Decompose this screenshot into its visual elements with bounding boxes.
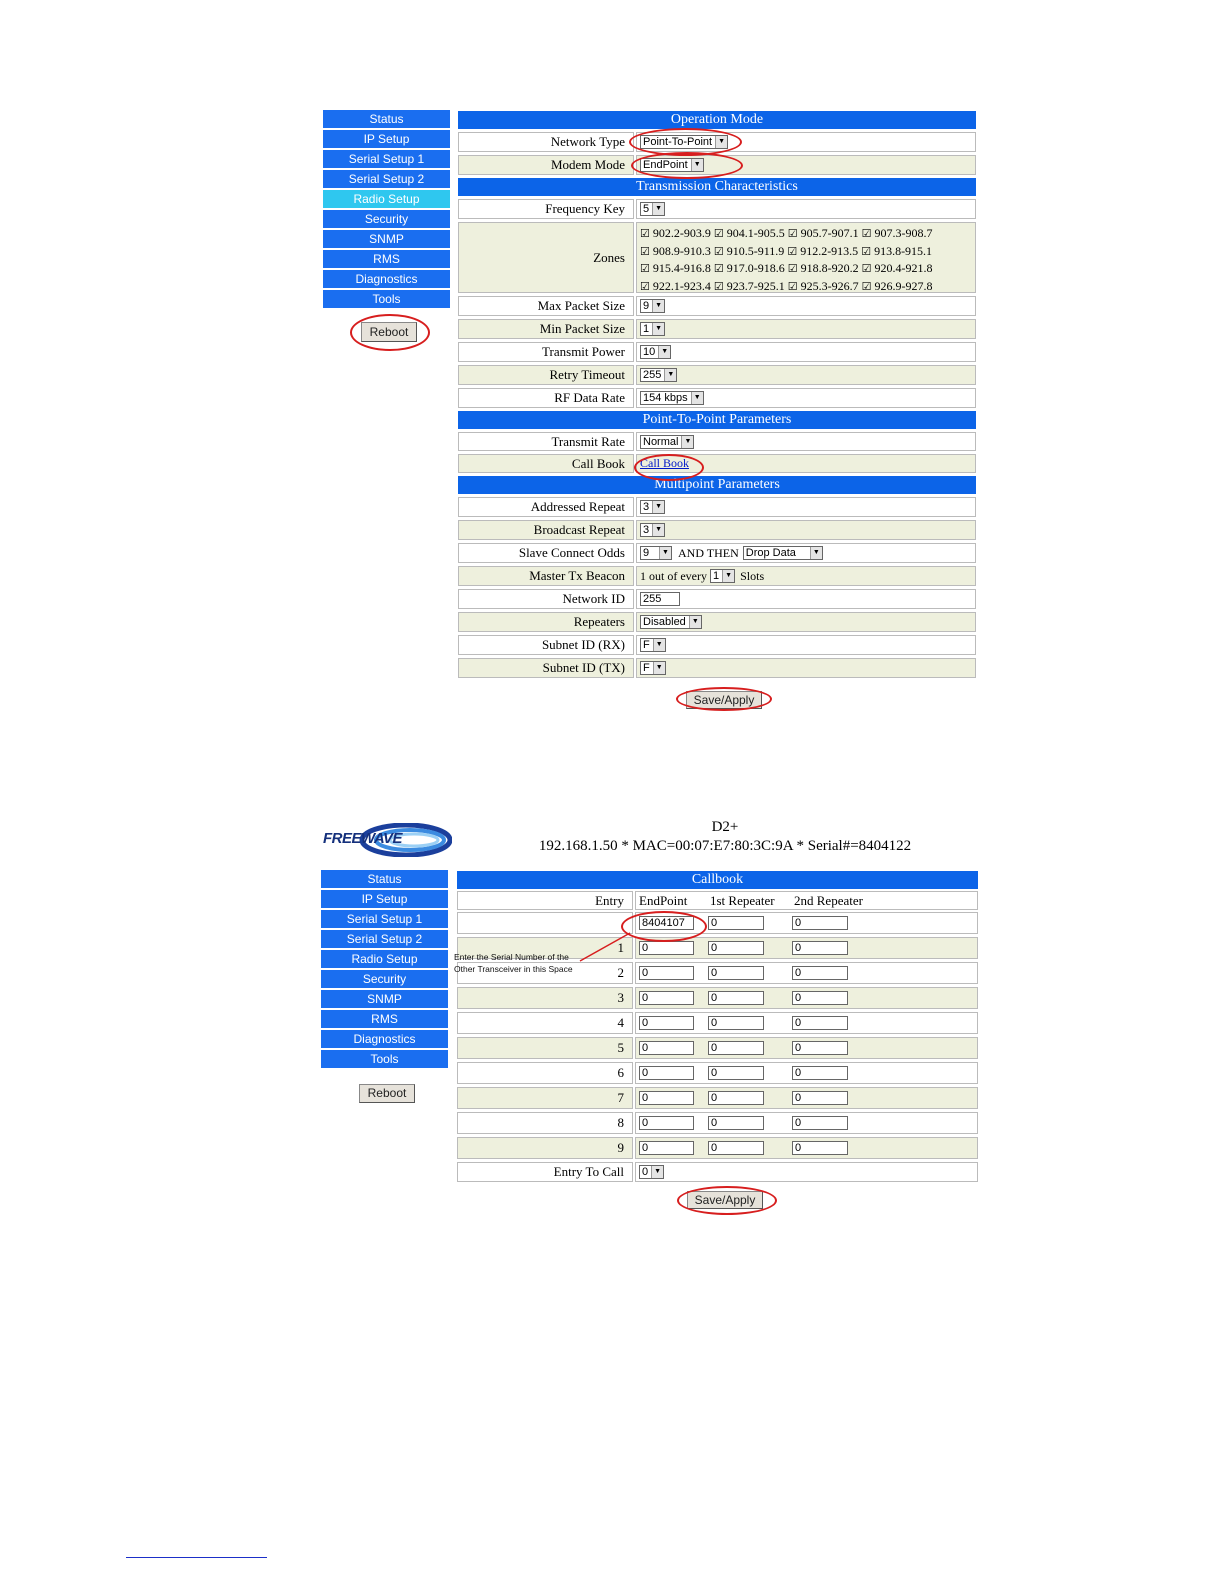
row-min-packet: [458, 319, 976, 339]
annotation-text: [454, 951, 573, 975]
nav-item-status[interactable]: Status: [323, 110, 450, 128]
chevron-down-icon: ▼: [652, 524, 664, 536]
slave-action-select[interactable]: Drop Data ▼: [743, 546, 823, 560]
subnet-rx-label: Subnet ID (RX): [458, 635, 634, 655]
repeater2-input[interactable]: 0: [792, 941, 848, 955]
reboot-button[interactable]: Reboot: [359, 1084, 415, 1103]
entry-to-call-label: Entry To Call: [457, 1162, 633, 1182]
entry-to-call-select[interactable]: 0 ▼: [639, 1165, 664, 1179]
checkbox-checked-icon: ☑: [861, 245, 872, 258]
nav-item-snmp[interactable]: SNMP: [323, 230, 450, 248]
nav-item-security[interactable]: Security: [323, 210, 450, 228]
col-entry-header: Entry: [457, 891, 633, 910]
row-repeaters: [458, 612, 976, 632]
transmit-power-select[interactable]: 10 ▼: [640, 345, 671, 359]
repeater1-input[interactable]: 0: [708, 991, 764, 1005]
chevron-down-icon: ▼: [659, 547, 671, 559]
callbook-column-headers: [457, 891, 978, 910]
master-tx-beacon-label: Master Tx Beacon: [458, 566, 634, 586]
radio-setup-form: [458, 111, 976, 681]
retry-timeout-label: Retry Timeout: [458, 365, 634, 385]
nav-item-ip-setup[interactable]: IP Setup: [321, 890, 448, 908]
chevron-down-icon: ▼: [652, 501, 664, 513]
highlight-save-apply: [676, 687, 772, 711]
nav-item-serial-setup-1[interactable]: Serial Setup 1: [321, 910, 448, 928]
checkbox-checked-icon: ☑: [713, 228, 724, 240]
section-point-to-point: Point-To-Point Parameters: [458, 411, 976, 429]
nav-item-ip-setup[interactable]: IP Setup: [323, 130, 450, 148]
entry-number: 8: [457, 1112, 633, 1134]
zone-checkbox[interactable]: ☑ 926.9-927.8: [861, 278, 933, 293]
save-apply-button-callbook[interactable]: Save/Apply: [687, 1191, 763, 1209]
rf-data-rate-label: RF Data Rate: [458, 388, 634, 408]
nav-item-serial-setup-2[interactable]: Serial Setup 2: [321, 930, 448, 948]
freewave-logo: [322, 823, 452, 857]
row-transmit-rate: [458, 432, 976, 451]
zone-checkbox[interactable]: ☑ 902.2-903.9: [640, 226, 711, 240]
callbook-row: [457, 1087, 978, 1109]
callbook-row: [457, 1137, 978, 1159]
highlight-save-apply-callbook: [677, 1186, 777, 1215]
checkbox-checked-icon: ☑: [787, 228, 798, 240]
repeater1-input[interactable]: 0: [708, 1016, 764, 1030]
checkbox-checked-icon: ☑: [640, 263, 650, 275]
section-operation-mode: Operation Mode: [458, 111, 976, 129]
checkbox-checked-icon: ☑: [713, 245, 724, 258]
modem-mode-select[interactable]: EndPoint ▼: [640, 158, 704, 172]
zone-checkbox[interactable]: ☑ 918.8-920.2: [787, 261, 859, 275]
endpoint-input[interactable]: 0: [639, 1041, 694, 1055]
zone-checkbox[interactable]: ☑ 923.7-925.1: [713, 278, 785, 293]
min-packet-label: Min Packet Size: [458, 319, 634, 339]
row-subnet-rx: [458, 635, 976, 655]
network-type-select[interactable]: Point-To-Point ▼: [640, 135, 728, 149]
entry-number: 6: [457, 1062, 633, 1084]
network-id-input[interactable]: 255: [640, 592, 680, 606]
checkbox-checked-icon: ☑: [861, 280, 872, 293]
endpoint-input[interactable]: 0: [639, 1091, 694, 1105]
chevron-down-icon: ▼: [653, 662, 665, 674]
repeaters-label: Repeaters: [458, 612, 634, 632]
transmit-rate-label: Transmit Rate: [458, 432, 634, 451]
endpoint-input[interactable]: 0: [639, 1141, 694, 1155]
col-rep2-header: 2nd Repeater: [794, 892, 863, 908]
nav-item-serial-setup-2[interactable]: Serial Setup 2: [323, 170, 450, 188]
rf-data-rate-select[interactable]: 154 kbps ▼: [640, 391, 704, 405]
call-book-link[interactable]: Call Book: [640, 456, 690, 470]
repeater2-input[interactable]: 0: [792, 966, 848, 980]
endpoint-input[interactable]: 0: [639, 966, 694, 980]
row-rf-data-rate: [458, 388, 976, 408]
endpoint-input[interactable]: 0: [639, 991, 694, 1005]
nav-item-radio-setup[interactable]: Radio Setup: [321, 950, 448, 968]
callbook-row: [457, 1012, 978, 1034]
and-then-text: AND THEN: [678, 545, 739, 560]
zone-checkbox[interactable]: ☑ 917.0-918.6: [713, 261, 785, 275]
zone-checkbox[interactable]: ☑ 907.3-908.7: [861, 226, 933, 240]
entry-number: 9: [457, 1137, 633, 1159]
repeater1-input[interactable]: 0: [708, 941, 764, 955]
col-rep1-header: 1st Repeater: [710, 892, 775, 908]
zone-checkbox[interactable]: ☑ 925.3-926.7: [787, 278, 859, 293]
endpoint-input[interactable]: 0: [639, 941, 694, 955]
row-subnet-tx: [458, 658, 976, 678]
endpoint-input[interactable]: 0: [639, 1016, 694, 1030]
nav-item-security[interactable]: Security: [321, 970, 448, 988]
repeater2-input[interactable]: 0: [792, 1041, 848, 1055]
callbook-row: [457, 912, 978, 934]
save-apply-button[interactable]: Save/Apply: [686, 691, 762, 709]
chevron-down-icon: ▼: [652, 203, 664, 215]
slave-connect-odds-label: Slave Connect Odds: [458, 543, 634, 563]
chevron-down-icon: ▼: [715, 136, 727, 148]
checkbox-checked-icon: ☑: [787, 245, 798, 258]
zones-label: Zones: [458, 222, 634, 293]
chevron-down-icon: ▼: [651, 1166, 663, 1178]
zone-checkbox[interactable]: ☑ 912.2-913.5: [787, 243, 859, 258]
checkbox-checked-icon: ☑: [640, 280, 650, 293]
checkbox-checked-icon: ☑: [861, 228, 872, 240]
entry-number: 2: [457, 962, 633, 984]
checkbox-checked-icon: ☑: [640, 245, 650, 258]
nav-item-rms[interactable]: RMS: [323, 250, 450, 268]
nav-item-status[interactable]: Status: [321, 870, 448, 888]
broadcast-repeat-label: Broadcast Repeat: [458, 520, 634, 540]
broadcast-repeat-select[interactable]: 3 ▼: [640, 523, 665, 537]
frequency-key-select[interactable]: 5 ▼: [640, 202, 665, 216]
chevron-down-icon: ▼: [652, 300, 664, 312]
max-packet-label: Max Packet Size: [458, 296, 634, 316]
chevron-down-icon: ▼: [658, 346, 670, 358]
entry-number: 4: [457, 1012, 633, 1034]
nav-menu-radio: [323, 110, 450, 310]
row-entry-to-call: [457, 1162, 978, 1182]
entry-number: 1: [457, 937, 633, 959]
retry-timeout-select[interactable]: 255 ▼: [640, 368, 677, 382]
zone-checkbox[interactable]: ☑ 922.1-923.4: [640, 278, 711, 293]
device-name: D2+: [711, 819, 739, 835]
endpoint-input[interactable]: 0: [639, 1116, 694, 1130]
repeater2-input[interactable]: 0: [792, 916, 848, 930]
nav-item-tools[interactable]: Tools: [323, 290, 450, 308]
chevron-down-icon: ▼: [652, 323, 664, 335]
transmit-rate-select[interactable]: Normal ▼: [640, 435, 694, 449]
row-network-id: [458, 589, 976, 609]
nav-item-diagnostics[interactable]: Diagnostics: [321, 1030, 448, 1048]
beacon-post-text: Slots: [740, 568, 765, 583]
repeater1-input[interactable]: 0: [708, 916, 764, 930]
zone-checkbox[interactable]: ☑ 913.8-915.1: [861, 243, 933, 258]
row-retry-timeout: [458, 365, 976, 385]
repeater2-input[interactable]: 0: [792, 1091, 848, 1105]
checkbox-checked-icon: ☑: [787, 263, 798, 275]
row-broadcast-repeat: [458, 520, 976, 540]
repeaters-select[interactable]: Disabled ▼: [640, 615, 702, 629]
callbook-row: [457, 1062, 978, 1084]
checkbox-checked-icon: ☑: [640, 228, 650, 240]
subnet-tx-select[interactable]: F ▼: [640, 661, 666, 675]
row-master-tx-beacon: [458, 566, 976, 586]
subnet-rx-select[interactable]: F ▼: [640, 638, 666, 652]
zone-checkbox[interactable]: ☑ 910.5-911.9: [713, 243, 785, 258]
nav-item-diagnostics[interactable]: Diagnostics: [323, 270, 450, 288]
nav-item-tools[interactable]: Tools: [321, 1050, 448, 1068]
highlight-call-book: [634, 454, 704, 481]
min-packet-select[interactable]: 1 ▼: [640, 322, 665, 336]
annotation-arrow: [575, 930, 635, 965]
nav-item-rms[interactable]: RMS: [321, 1010, 448, 1028]
modem-mode-label: Modem Mode: [458, 155, 634, 175]
checkbox-checked-icon: ☑: [713, 263, 724, 275]
section-transmission: Transmission Characteristics: [458, 178, 976, 196]
nav-item-radio-setup[interactable]: Radio Setup: [323, 190, 450, 208]
annotation-line-1: Enter the Serial Number of the: [454, 952, 569, 962]
entry-number: 7: [457, 1087, 633, 1109]
col-endpoint-header: EndPoint: [639, 892, 688, 908]
row-max-packet: [458, 296, 976, 316]
call-book-label: Call Book: [458, 454, 634, 473]
row-frequency-key: [458, 199, 976, 219]
repeater2-input[interactable]: 0: [792, 1066, 848, 1080]
row-transmit-power: [458, 342, 976, 362]
repeater1-input[interactable]: 0: [708, 1041, 764, 1055]
beacon-select[interactable]: 1 ▼: [710, 569, 735, 583]
entry-number: 3: [457, 987, 633, 1009]
highlight-reboot: [350, 314, 430, 351]
checkbox-checked-icon: ☑: [787, 280, 798, 293]
callbook-form: [457, 871, 978, 1185]
chevron-down-icon: ▼: [691, 159, 703, 171]
zone-checkbox[interactable]: ☑ 905.7-907.1: [787, 226, 859, 240]
chevron-down-icon: ▼: [691, 392, 703, 404]
nav-item-serial-setup-1[interactable]: Serial Setup 1: [323, 150, 450, 168]
zone-checkbox[interactable]: ☑ 908.9-910.3: [640, 243, 711, 258]
chevron-down-icon: ▼: [664, 369, 676, 381]
chevron-down-icon: ▼: [681, 436, 693, 448]
endpoint-input[interactable]: 8404107: [639, 916, 694, 930]
addressed-repeat-select[interactable]: 3 ▼: [640, 500, 665, 514]
addressed-repeat-label: Addressed Repeat: [458, 497, 634, 517]
zones-checkbox-group: [636, 222, 976, 293]
checkbox-checked-icon: ☑: [861, 263, 872, 275]
section-callbook: Callbook: [457, 871, 978, 889]
chevron-down-icon: ▼: [810, 547, 822, 559]
subnet-tx-label: Subnet ID (TX): [458, 658, 634, 678]
repeater1-input[interactable]: 0: [708, 1091, 764, 1105]
device-info: 192.168.1.50 * MAC=00:07:E7:80:3C:9A * Serial#=8404122: [538, 838, 912, 854]
logo-text: FREEWAVE: [323, 830, 403, 847]
repeater2-input[interactable]: 0: [792, 1016, 848, 1030]
nav-menu-callbook: [321, 870, 448, 1070]
beacon-pre-text: 1 out of every: [640, 568, 707, 583]
endpoint-input[interactable]: 0: [639, 1066, 694, 1080]
nav-item-snmp[interactable]: SNMP: [321, 990, 448, 1008]
zone-checkbox[interactable]: ☑ 920.4-921.8: [861, 261, 933, 275]
section-multipoint: Multipoint Parameters: [458, 476, 976, 494]
slave-odds-select[interactable]: 9 ▼: [640, 546, 672, 560]
row-call-book: [458, 454, 976, 473]
chevron-down-icon: ▼: [689, 616, 701, 628]
callbook-row: [457, 1112, 978, 1134]
callbook-row: [457, 1037, 978, 1059]
repeater2-input[interactable]: 0: [792, 1116, 848, 1130]
repeater1-input[interactable]: 0: [708, 1141, 764, 1155]
footer-line: [126, 1557, 267, 1558]
reboot-button[interactable]: Reboot: [361, 322, 417, 342]
row-slave-connect-odds: [458, 543, 976, 563]
entry-number: 5: [457, 1037, 633, 1059]
zone-checkbox[interactable]: ☑ 915.4-916.8: [640, 261, 711, 275]
row-zones: [458, 222, 976, 293]
repeater1-input[interactable]: 0: [708, 966, 764, 980]
repeater2-input[interactable]: 0: [792, 991, 848, 1005]
repeater1-input[interactable]: 0: [708, 1116, 764, 1130]
repeater2-input[interactable]: 0: [792, 1141, 848, 1155]
repeater1-input[interactable]: 0: [708, 1066, 764, 1080]
network-id-label: Network ID: [458, 589, 634, 609]
transmit-power-label: Transmit Power: [458, 342, 634, 362]
zone-checkbox[interactable]: ☑ 904.1-905.5: [713, 226, 785, 240]
chevron-down-icon: ▼: [722, 570, 734, 582]
checkbox-checked-icon: ☑: [713, 280, 724, 293]
frequency-key-label: Frequency Key: [458, 199, 634, 219]
highlight-modem-mode: [631, 152, 743, 179]
row-addressed-repeat: [458, 497, 976, 517]
chevron-down-icon: ▼: [653, 639, 665, 651]
network-type-label: Network Type: [458, 132, 634, 152]
max-packet-select[interactable]: 9 ▼: [640, 299, 665, 313]
callbook-row: [457, 987, 978, 1009]
annotation-arrow-line: [580, 933, 630, 961]
annotation-line-2: Other Transceiver in this Space: [454, 964, 573, 974]
